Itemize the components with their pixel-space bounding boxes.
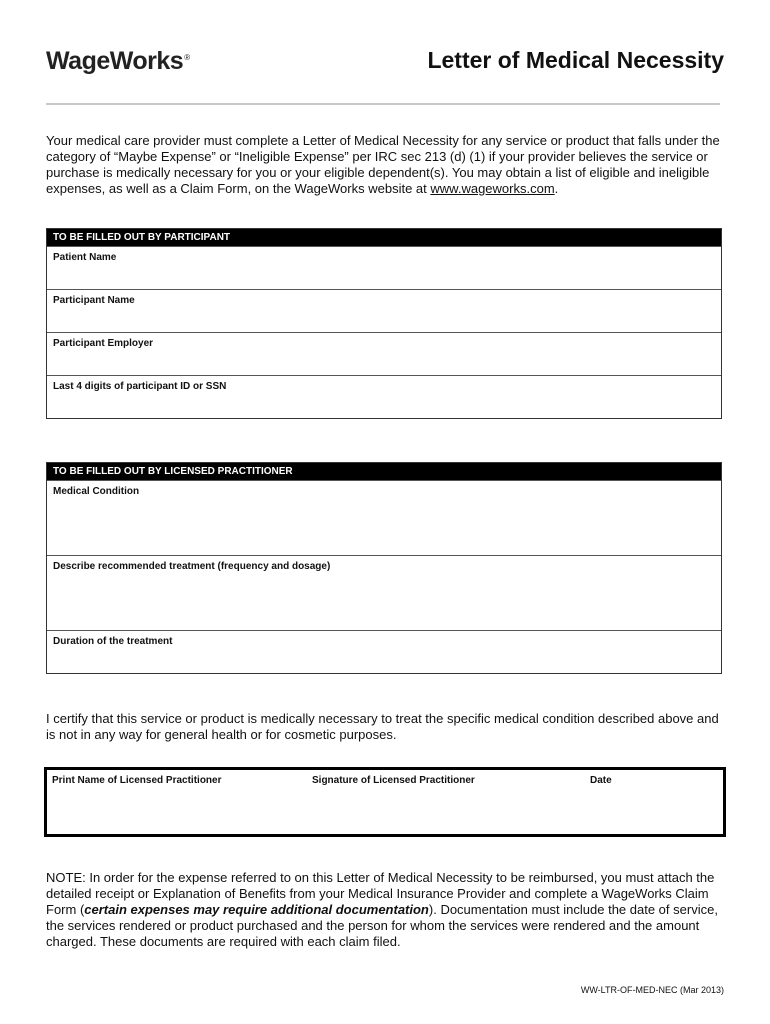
wageworks-logo (46, 47, 190, 76)
page-title: Letter of Medical Necessity (427, 47, 724, 73)
note-text-end: ). Documentation must include the date of service, the services rendered or product purchased and the person for whom the services were rendered and the amount charged. These documents are required with each claim filed. (46, 902, 718, 949)
practitioner-section (46, 462, 722, 674)
registered-mark: ® (184, 53, 190, 62)
participant-name-field[interactable]: Participant Name (47, 289, 721, 332)
participant-section (46, 228, 722, 419)
treatment-duration-field[interactable]: Duration of the treatment (47, 630, 721, 673)
intro-text: Your medical care provider must complete a Letter of Medical Necessity for any service or product that falls under the category of “Maybe Expense” or “Ineligible Expense” per IRC sec 213 (d) (1) if your provider believes the service or purchase is medically necessary for you or your eligible dependent(s). You may obtain a list of eligible and ineligible expenses, as well as a Claim Form, on the WageWorks website at (46, 133, 720, 196)
header-divider (46, 103, 720, 105)
reimbursement-note (46, 870, 722, 950)
patient-name-field[interactable]: Patient Name (47, 246, 721, 289)
wageworks-website-link[interactable]: www.wageworks.com (430, 181, 555, 196)
note-emphasis: certain expenses may require additional documentation (84, 902, 429, 917)
date-field[interactable]: Date (590, 775, 612, 786)
signature-field[interactable]: Signature of Licensed Practitioner (312, 775, 475, 786)
intro-text-end: . (554, 181, 559, 196)
recommended-treatment-field[interactable]: Describe recommended treatment (frequency and dosage) (47, 555, 721, 630)
participant-employer-field[interactable]: Participant Employer (47, 332, 721, 375)
logo-text: WageWorks (46, 47, 184, 75)
intro-paragraph (46, 133, 722, 197)
certification-statement: I certify that this service or product is medically necessary to treat the specific medical condition described above and is not in any way for general health or for cosmetic purposes. (46, 711, 719, 742)
practitioner-section-heading: TO BE FILLED OUT BY LICENSED PRACTITIONER (47, 463, 721, 480)
form-code: WW-LTR-OF-MED-NEC (Mar 2013) (580, 985, 724, 995)
participant-id-ssn-field[interactable]: Last 4 digits of participant ID or SSN (47, 375, 721, 418)
note-text: NOTE: In order for the expense referred to on this Letter of Medical Necessity to be reimbursed, you must attach the detailed receipt or Explanation of Benefits from your Medical Insurance Provider and complete a WageWorks Claim Form ( (46, 870, 715, 917)
print-name-field[interactable]: Print Name of Licensed Practitioner (52, 775, 222, 786)
signature-box (44, 767, 726, 837)
participant-section-heading: TO BE FILLED OUT BY PARTICIPANT (47, 229, 721, 246)
medical-condition-field[interactable]: Medical Condition (47, 480, 721, 555)
